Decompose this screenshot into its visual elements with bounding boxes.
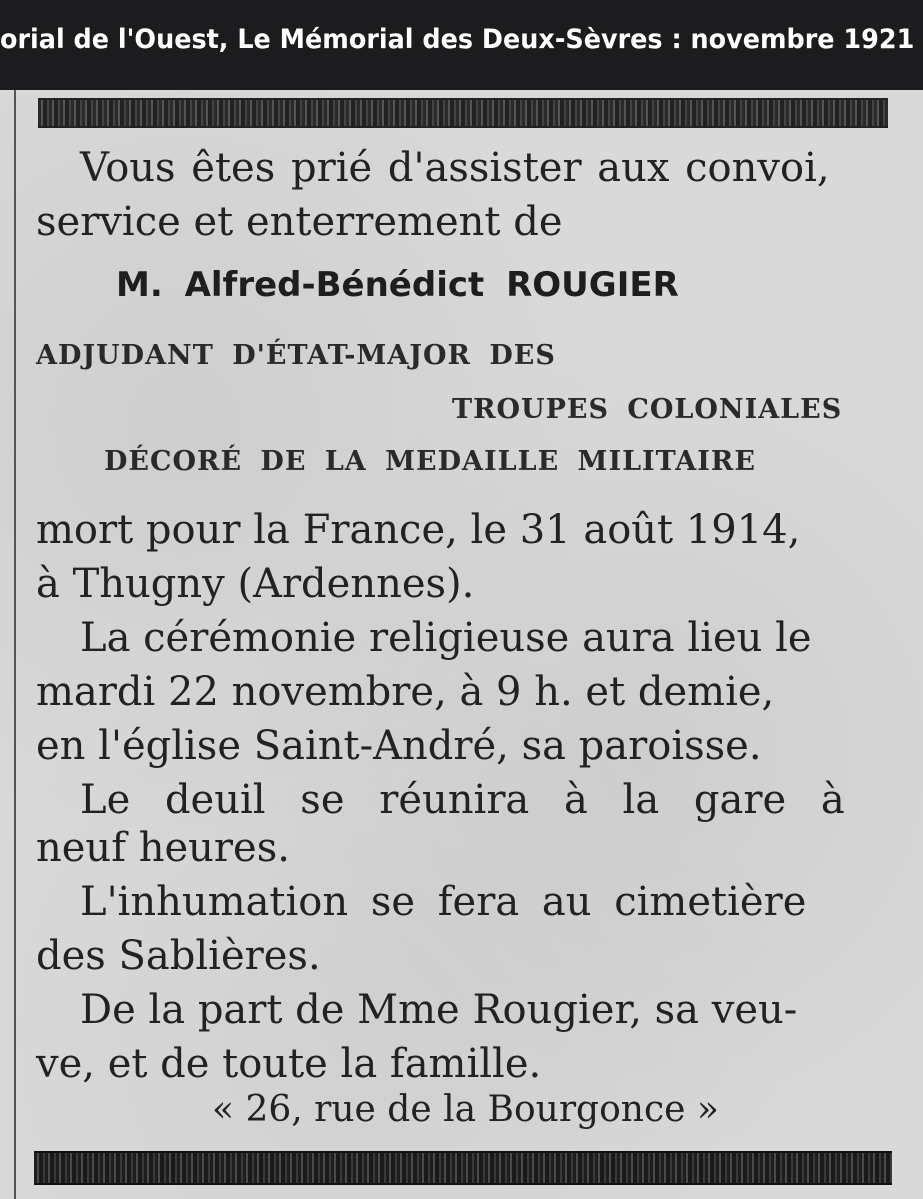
rank-line-1: ADJUDANT D'ÉTAT-MAJOR DES (36, 340, 556, 371)
notice-line-12: De la part de Mme Rougier, sa veu- (80, 987, 798, 1033)
column-rule (14, 90, 16, 1199)
notice-line-11: des Sablières. (36, 933, 321, 979)
rank-line-2: TROUPES COLONIALES (452, 394, 843, 425)
notice-line-9: neuf heures. (36, 825, 290, 871)
page-title: orial de l'Ouest, Le Mémorial des Deux-Sèvres : novembre 1921 (0, 24, 915, 55)
deceased-name: M. Alfred-Bénédict ROUGIER (116, 265, 679, 305)
notice-line-2: service et enterrement de (36, 199, 563, 245)
bottom-ornamental-band (34, 1151, 892, 1185)
notice-line-4: à Thugny (Ardennes). (36, 561, 475, 607)
decoration-line: DÉCORÉ DE LA MEDAILLE MILITAIRE (104, 446, 756, 477)
notice-line-3: mort pour la France, le 31 août 1914, (36, 507, 801, 553)
notice-line-13: ve, et de toute la famille. (36, 1041, 542, 1087)
notice-line-5: La cérémonie religieuse aura lieu le (80, 615, 812, 661)
top-ornamental-band (38, 98, 888, 128)
notice-line-10: L'inhumation se fera au cimetière (80, 879, 807, 925)
address-line: « 26, rue de la Bourgonce » (212, 1089, 719, 1130)
notice-line-7: en l'église Saint-André, sa paroisse. (36, 723, 762, 769)
notice-line-6: mardi 22 novembre, à 9 h. et demie, (36, 669, 775, 715)
notice-line-8: Le deuil se réunira à la gare à (80, 777, 845, 823)
newspaper-clipping (0, 90, 923, 1199)
window-title-bar (0, 0, 923, 90)
notice-line-1: Vous êtes prié d'assister aux convoi, (80, 145, 830, 191)
